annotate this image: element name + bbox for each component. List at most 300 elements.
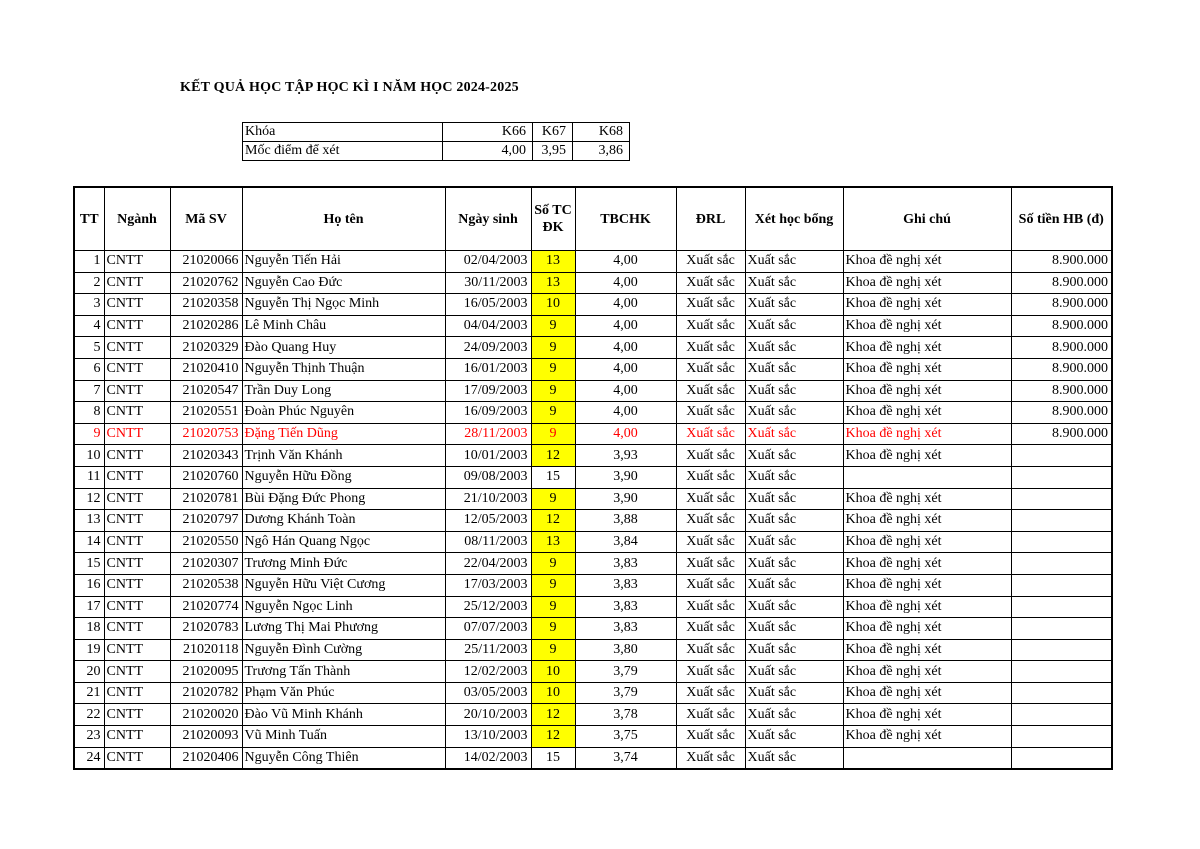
conduct-cell: Xuất sắc: [676, 251, 745, 273]
scholarship-status-cell: Xuất sắc: [745, 358, 843, 380]
note-cell: Khoa đề nghị xét: [843, 315, 1011, 337]
credits-cell: 13: [531, 251, 575, 273]
scholarship-status-cell: Xuất sắc: [745, 445, 843, 467]
scholarship-status-cell: Xuất sắc: [745, 315, 843, 337]
scholarship-status-cell: Xuất sắc: [745, 553, 843, 575]
birthdate-cell: 28/11/2003: [445, 423, 531, 445]
major-cell: CNTT: [104, 294, 170, 316]
scholarship-amount-cell: 8.900.000: [1011, 294, 1112, 316]
name-cell: Trịnh Văn Khánh: [242, 445, 445, 467]
table-row: [74, 682, 1112, 704]
scholarship-amount-cell: [1011, 661, 1112, 683]
birthdate-cell: 12/05/2003: [445, 510, 531, 532]
name-cell: Nguyễn Ngọc Linh: [242, 596, 445, 618]
conduct-cell: Xuất sắc: [676, 531, 745, 553]
note-cell: Khoa đề nghị xét: [843, 272, 1011, 294]
scholarship-amount-cell: [1011, 574, 1112, 596]
column-header: ĐRL: [676, 187, 745, 251]
major-cell: CNTT: [104, 574, 170, 596]
table-row: [74, 251, 1112, 273]
major-cell: CNTT: [104, 402, 170, 424]
row-number: 8: [74, 402, 104, 424]
major-cell: CNTT: [104, 423, 170, 445]
major-cell: CNTT: [104, 510, 170, 532]
table-row: [74, 747, 1112, 769]
row-number: 21: [74, 682, 104, 704]
column-header: Số TC ĐK: [531, 187, 575, 251]
major-cell: CNTT: [104, 488, 170, 510]
note-cell: Khoa đề nghị xét: [843, 510, 1011, 532]
threshold-row-score: [243, 142, 630, 161]
table-row: [74, 337, 1112, 359]
credits-cell: 9: [531, 423, 575, 445]
credits-cell: 9: [531, 618, 575, 640]
table-row: [74, 445, 1112, 467]
column-header: Số tiền HB (đ): [1011, 187, 1112, 251]
scholarship-status-cell: Xuất sắc: [745, 251, 843, 273]
row-number: 12: [74, 488, 104, 510]
row-number: 15: [74, 553, 104, 575]
student-id-cell: 21020286: [170, 315, 242, 337]
note-cell: Khoa đề nghị xét: [843, 445, 1011, 467]
note-cell: Khoa đề nghị xét: [843, 358, 1011, 380]
threshold-cell: 4,00: [443, 142, 533, 161]
conduct-cell: Xuất sắc: [676, 574, 745, 596]
note-cell: Khoa đề nghị xét: [843, 553, 1011, 575]
major-cell: CNTT: [104, 272, 170, 294]
gpa-cell: 3,79: [575, 682, 676, 704]
row-number: 17: [74, 596, 104, 618]
major-cell: CNTT: [104, 337, 170, 359]
conduct-cell: Xuất sắc: [676, 466, 745, 488]
student-id-cell: 21020547: [170, 380, 242, 402]
birthdate-cell: 25/11/2003: [445, 639, 531, 661]
name-cell: Nguyễn Đình Cường: [242, 639, 445, 661]
major-cell: CNTT: [104, 531, 170, 553]
credits-cell: 12: [531, 726, 575, 748]
note-cell: Khoa đề nghị xét: [843, 596, 1011, 618]
scholarship-status-cell: Xuất sắc: [745, 337, 843, 359]
birthdate-cell: 24/09/2003: [445, 337, 531, 359]
scholarship-amount-cell: [1011, 682, 1112, 704]
row-number: 4: [74, 315, 104, 337]
note-cell: Khoa đề nghị xét: [843, 682, 1011, 704]
credits-cell: 15: [531, 466, 575, 488]
table-row: [74, 380, 1112, 402]
credits-cell: 15: [531, 747, 575, 769]
conduct-cell: Xuất sắc: [676, 553, 745, 575]
column-header: TT: [74, 187, 104, 251]
scholarship-status-cell: Xuất sắc: [745, 380, 843, 402]
student-id-cell: 21020781: [170, 488, 242, 510]
student-id-cell: 21020538: [170, 574, 242, 596]
threshold-table: [242, 122, 630, 161]
column-header: Ngày sinh: [445, 187, 531, 251]
gpa-cell: 3,90: [575, 488, 676, 510]
birthdate-cell: 17/09/2003: [445, 380, 531, 402]
scholarship-amount-cell: 8.900.000: [1011, 315, 1112, 337]
credits-cell: 9: [531, 596, 575, 618]
conduct-cell: Xuất sắc: [676, 726, 745, 748]
gpa-cell: 3,88: [575, 510, 676, 532]
conduct-cell: Xuất sắc: [676, 747, 745, 769]
scholarship-amount-cell: [1011, 726, 1112, 748]
note-cell: Khoa đề nghị xét: [843, 661, 1011, 683]
name-cell: Nguyễn Tiến Hải: [242, 251, 445, 273]
row-number: 24: [74, 747, 104, 769]
threshold-cell: K68: [573, 123, 630, 142]
row-number: 7: [74, 380, 104, 402]
row-number: 16: [74, 574, 104, 596]
birthdate-cell: 10/01/2003: [445, 445, 531, 467]
scholarship-status-cell: Xuất sắc: [745, 294, 843, 316]
column-header: Họ tên: [242, 187, 445, 251]
conduct-cell: Xuất sắc: [676, 488, 745, 510]
major-cell: CNTT: [104, 380, 170, 402]
gpa-cell: 4,00: [575, 380, 676, 402]
note-cell: Khoa đề nghị xét: [843, 704, 1011, 726]
table-row: [74, 294, 1112, 316]
scholarship-status-cell: Xuất sắc: [745, 726, 843, 748]
name-cell: Trần Duy Long: [242, 380, 445, 402]
conduct-cell: Xuất sắc: [676, 618, 745, 640]
major-cell: CNTT: [104, 466, 170, 488]
scholarship-amount-cell: 8.900.000: [1011, 402, 1112, 424]
gpa-cell: 4,00: [575, 402, 676, 424]
major-cell: CNTT: [104, 315, 170, 337]
student-id-cell: 21020307: [170, 553, 242, 575]
student-id-cell: 21020797: [170, 510, 242, 532]
column-header: Ghi chú: [843, 187, 1011, 251]
name-cell: Nguyễn Thịnh Thuận: [242, 358, 445, 380]
gpa-cell: 4,00: [575, 272, 676, 294]
row-number: 9: [74, 423, 104, 445]
scholarship-amount-cell: [1011, 445, 1112, 467]
table-row: [74, 618, 1112, 640]
table-row: [74, 726, 1112, 748]
note-cell: Khoa đề nghị xét: [843, 423, 1011, 445]
credits-cell: 9: [531, 402, 575, 424]
name-cell: Nguyễn Hữu Đồng: [242, 466, 445, 488]
gpa-cell: 4,00: [575, 337, 676, 359]
scholarship-status-cell: Xuất sắc: [745, 704, 843, 726]
note-cell: Khoa đề nghị xét: [843, 726, 1011, 748]
credits-cell: 9: [531, 358, 575, 380]
threshold-cell: K67: [533, 123, 573, 142]
student-id-cell: 21020762: [170, 272, 242, 294]
threshold-row-course: [243, 123, 630, 142]
student-id-cell: 21020551: [170, 402, 242, 424]
student-id-cell: 21020118: [170, 639, 242, 661]
gpa-cell: 4,00: [575, 423, 676, 445]
credits-cell: 9: [531, 574, 575, 596]
student-id-cell: 21020066: [170, 251, 242, 273]
gpa-cell: 3,79: [575, 661, 676, 683]
major-cell: CNTT: [104, 618, 170, 640]
note-cell: Khoa đề nghị xét: [843, 380, 1011, 402]
credits-cell: 12: [531, 510, 575, 532]
student-id-cell: 21020753: [170, 423, 242, 445]
table-row: [74, 402, 1112, 424]
birthdate-cell: 16/09/2003: [445, 402, 531, 424]
student-id-cell: 21020760: [170, 466, 242, 488]
name-cell: Vũ Minh Tuấn: [242, 726, 445, 748]
gpa-cell: 4,00: [575, 294, 676, 316]
student-id-cell: 21020358: [170, 294, 242, 316]
threshold-label: Mốc điểm để xét: [243, 142, 443, 161]
gpa-cell: 3,93: [575, 445, 676, 467]
scholarship-amount-cell: [1011, 488, 1112, 510]
credits-cell: 9: [531, 553, 575, 575]
table-row: [74, 531, 1112, 553]
note-cell: Khoa đề nghị xét: [843, 294, 1011, 316]
row-number: 13: [74, 510, 104, 532]
birthdate-cell: 17/03/2003: [445, 574, 531, 596]
table-row: [74, 661, 1112, 683]
birthdate-cell: 16/05/2003: [445, 294, 531, 316]
table-row: [74, 510, 1112, 532]
major-cell: CNTT: [104, 747, 170, 769]
note-cell: Khoa đề nghị xét: [843, 574, 1011, 596]
scholarship-status-cell: Xuất sắc: [745, 618, 843, 640]
major-cell: CNTT: [104, 639, 170, 661]
gpa-cell: 3,83: [575, 553, 676, 575]
scholarship-amount-cell: [1011, 510, 1112, 532]
gpa-cell: 3,83: [575, 618, 676, 640]
threshold-cell: K66: [443, 123, 533, 142]
table-row: [74, 574, 1112, 596]
conduct-cell: Xuất sắc: [676, 315, 745, 337]
scholarship-amount-cell: 8.900.000: [1011, 272, 1112, 294]
student-id-cell: 21020095: [170, 661, 242, 683]
name-cell: Lương Thị Mai Phương: [242, 618, 445, 640]
credits-cell: 9: [531, 315, 575, 337]
scholarship-status-cell: Xuất sắc: [745, 661, 843, 683]
row-number: 23: [74, 726, 104, 748]
credits-cell: 12: [531, 445, 575, 467]
major-cell: CNTT: [104, 704, 170, 726]
scholarship-status-cell: Xuất sắc: [745, 682, 843, 704]
scholarship-amount-cell: [1011, 747, 1112, 769]
scholarship-amount-cell: [1011, 531, 1112, 553]
row-number: 19: [74, 639, 104, 661]
major-cell: CNTT: [104, 358, 170, 380]
birthdate-cell: 20/10/2003: [445, 704, 531, 726]
results-table: [73, 186, 1113, 770]
table-row: [74, 553, 1112, 575]
scholarship-amount-cell: 8.900.000: [1011, 251, 1112, 273]
major-cell: CNTT: [104, 553, 170, 575]
table-row: [74, 315, 1112, 337]
row-number: 5: [74, 337, 104, 359]
threshold-label: Khóa: [243, 123, 443, 142]
credits-cell: 13: [531, 272, 575, 294]
scholarship-status-cell: Xuất sắc: [745, 466, 843, 488]
student-id-cell: 21020406: [170, 747, 242, 769]
major-cell: CNTT: [104, 445, 170, 467]
birthdate-cell: 04/04/2003: [445, 315, 531, 337]
note-cell: Khoa đề nghị xét: [843, 337, 1011, 359]
student-id-cell: 21020329: [170, 337, 242, 359]
gpa-cell: 4,00: [575, 358, 676, 380]
threshold-cell: 3,95: [533, 142, 573, 161]
scholarship-amount-cell: 8.900.000: [1011, 423, 1112, 445]
credits-cell: 13: [531, 531, 575, 553]
conduct-cell: Xuất sắc: [676, 272, 745, 294]
scholarship-amount-cell: 8.900.000: [1011, 358, 1112, 380]
name-cell: Đào Vũ Minh Khánh: [242, 704, 445, 726]
note-cell: Khoa đề nghị xét: [843, 402, 1011, 424]
row-number: 14: [74, 531, 104, 553]
table-row: [74, 272, 1112, 294]
name-cell: Lê Minh Châu: [242, 315, 445, 337]
gpa-cell: 3,90: [575, 466, 676, 488]
scholarship-status-cell: Xuất sắc: [745, 747, 843, 769]
table-row: [74, 423, 1112, 445]
gpa-cell: 3,83: [575, 596, 676, 618]
student-id-cell: 21020783: [170, 618, 242, 640]
row-number: 20: [74, 661, 104, 683]
table-row: [74, 596, 1112, 618]
major-cell: CNTT: [104, 596, 170, 618]
header-row: [74, 187, 1112, 251]
birthdate-cell: 21/10/2003: [445, 488, 531, 510]
conduct-cell: Xuất sắc: [676, 294, 745, 316]
scholarship-amount-cell: [1011, 639, 1112, 661]
scholarship-status-cell: Xuất sắc: [745, 423, 843, 445]
scholarship-status-cell: Xuất sắc: [745, 531, 843, 553]
scholarship-status-cell: Xuất sắc: [745, 488, 843, 510]
row-number: 22: [74, 704, 104, 726]
conduct-cell: Xuất sắc: [676, 380, 745, 402]
conduct-cell: Xuất sắc: [676, 358, 745, 380]
name-cell: Phạm Văn Phúc: [242, 682, 445, 704]
student-id-cell: 21020093: [170, 726, 242, 748]
birthdate-cell: 02/04/2003: [445, 251, 531, 273]
name-cell: Bùi Đặng Đức Phong: [242, 488, 445, 510]
table-row: [74, 488, 1112, 510]
birthdate-cell: 12/02/2003: [445, 661, 531, 683]
scholarship-status-cell: Xuất sắc: [745, 574, 843, 596]
gpa-cell: 3,83: [575, 574, 676, 596]
scholarship-status-cell: Xuất sắc: [745, 639, 843, 661]
scholarship-amount-cell: 8.900.000: [1011, 380, 1112, 402]
gpa-cell: 3,84: [575, 531, 676, 553]
name-cell: Nguyễn Thị Ngọc Minh: [242, 294, 445, 316]
major-cell: CNTT: [104, 726, 170, 748]
conduct-cell: Xuất sắc: [676, 445, 745, 467]
note-cell: [843, 466, 1011, 488]
name-cell: Đặng Tiến Dũng: [242, 423, 445, 445]
scholarship-amount-cell: 8.900.000: [1011, 337, 1112, 359]
conduct-cell: Xuất sắc: [676, 596, 745, 618]
scholarship-amount-cell: [1011, 596, 1112, 618]
birthdate-cell: 30/11/2003: [445, 272, 531, 294]
conduct-cell: Xuất sắc: [676, 639, 745, 661]
gpa-cell: 4,00: [575, 315, 676, 337]
column-header: Mã SV: [170, 187, 242, 251]
credits-cell: 10: [531, 294, 575, 316]
conduct-cell: Xuất sắc: [676, 510, 745, 532]
credits-cell: 9: [531, 337, 575, 359]
scholarship-amount-cell: [1011, 553, 1112, 575]
note-cell: Khoa đề nghị xét: [843, 251, 1011, 273]
major-cell: CNTT: [104, 251, 170, 273]
birthdate-cell: 14/02/2003: [445, 747, 531, 769]
birthdate-cell: 03/05/2003: [445, 682, 531, 704]
note-cell: [843, 747, 1011, 769]
birthdate-cell: 25/12/2003: [445, 596, 531, 618]
credits-cell: 9: [531, 380, 575, 402]
row-number: 3: [74, 294, 104, 316]
table-row: [74, 639, 1112, 661]
gpa-cell: 3,80: [575, 639, 676, 661]
name-cell: Trương Tấn Thành: [242, 661, 445, 683]
birthdate-cell: 07/07/2003: [445, 618, 531, 640]
name-cell: Ngô Hán Quang Ngọc: [242, 531, 445, 553]
column-header: Xét học bổng: [745, 187, 843, 251]
gpa-cell: 3,74: [575, 747, 676, 769]
name-cell: Dương Khánh Toàn: [242, 510, 445, 532]
major-cell: CNTT: [104, 682, 170, 704]
student-id-cell: 21020020: [170, 704, 242, 726]
name-cell: Đào Quang Huy: [242, 337, 445, 359]
row-number: 1: [74, 251, 104, 273]
credits-cell: 10: [531, 661, 575, 683]
scholarship-amount-cell: [1011, 618, 1112, 640]
name-cell: Nguyễn Công Thiên: [242, 747, 445, 769]
table-row: [74, 358, 1112, 380]
student-id-cell: 21020343: [170, 445, 242, 467]
conduct-cell: Xuất sắc: [676, 704, 745, 726]
scholarship-status-cell: Xuất sắc: [745, 402, 843, 424]
name-cell: Nguyễn Hữu Việt Cương: [242, 574, 445, 596]
row-number: 10: [74, 445, 104, 467]
column-header: TBCHK: [575, 187, 676, 251]
name-cell: Nguyễn Cao Đức: [242, 272, 445, 294]
scholarship-amount-cell: [1011, 704, 1112, 726]
scholarship-status-cell: Xuất sắc: [745, 272, 843, 294]
birthdate-cell: 13/10/2003: [445, 726, 531, 748]
conduct-cell: Xuất sắc: [676, 682, 745, 704]
student-id-cell: 21020782: [170, 682, 242, 704]
threshold-cell: 3,86: [573, 142, 630, 161]
column-header: Ngành: [104, 187, 170, 251]
credits-cell: 12: [531, 704, 575, 726]
student-id-cell: 21020774: [170, 596, 242, 618]
note-cell: Khoa đề nghị xét: [843, 488, 1011, 510]
major-cell: CNTT: [104, 661, 170, 683]
gpa-cell: 3,78: [575, 704, 676, 726]
credits-cell: 9: [531, 488, 575, 510]
credits-cell: 9: [531, 639, 575, 661]
row-number: 2: [74, 272, 104, 294]
scholarship-status-cell: Xuất sắc: [745, 510, 843, 532]
name-cell: Đoàn Phúc Nguyên: [242, 402, 445, 424]
note-cell: Khoa đề nghị xét: [843, 531, 1011, 553]
scholarship-status-cell: Xuất sắc: [745, 596, 843, 618]
student-id-cell: 21020550: [170, 531, 242, 553]
name-cell: Trương Minh Đức: [242, 553, 445, 575]
page-title: KẾT QUẢ HỌC TẬP HỌC KÌ I NĂM HỌC 2024-2025: [180, 80, 519, 95]
conduct-cell: Xuất sắc: [676, 423, 745, 445]
note-cell: Khoa đề nghị xét: [843, 618, 1011, 640]
gpa-cell: 4,00: [575, 251, 676, 273]
row-number: 11: [74, 466, 104, 488]
row-number: 18: [74, 618, 104, 640]
results-body: [74, 251, 1112, 770]
birthdate-cell: 09/08/2003: [445, 466, 531, 488]
